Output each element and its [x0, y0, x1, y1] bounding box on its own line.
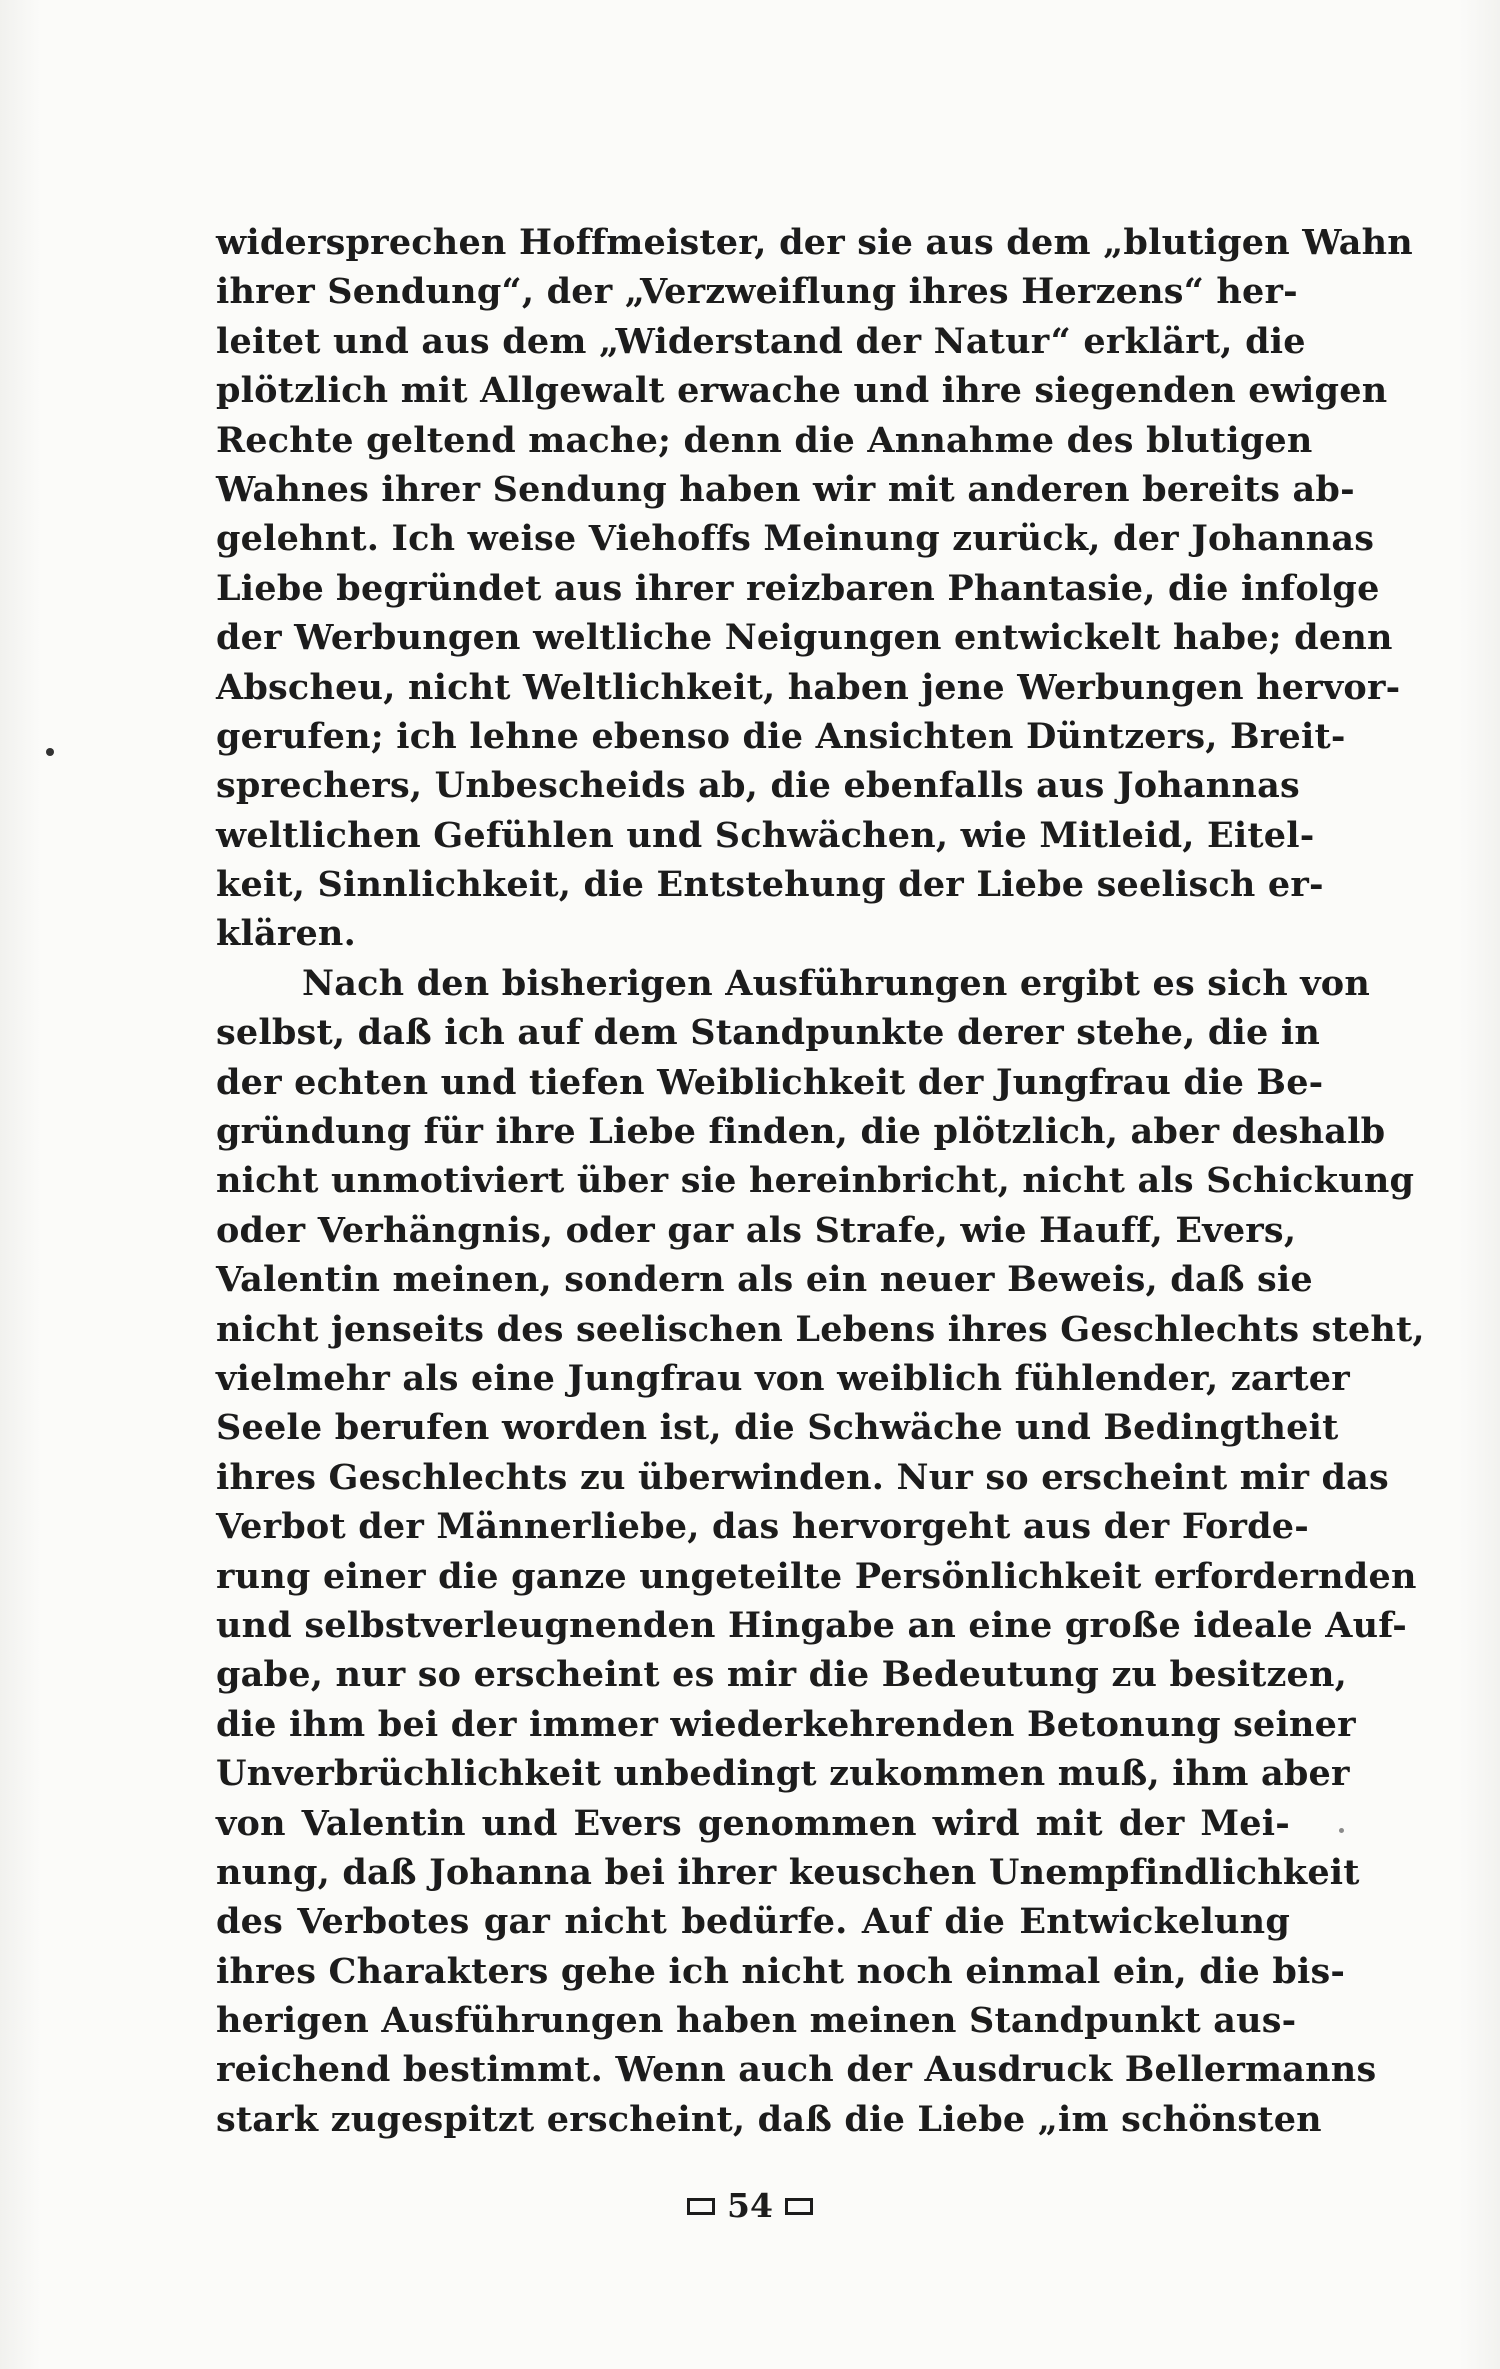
text-line: sprechers, Unbescheids ab, die ebenfalls aus Johannas [216, 765, 1300, 807]
text-line: Seele berufen worden ist, die Schwäche und Bedingtheit [216, 1407, 1339, 1449]
text-line: vielmehr als eine Jungfrau von weiblich fühlender, zarter [216, 1357, 1350, 1399]
text-line: klären. [216, 913, 356, 955]
margin-dot [46, 748, 54, 756]
text-line: nicht unmotiviert über sie hereinbricht, nicht als Schickung [216, 1160, 1415, 1202]
margin-speck [1339, 1828, 1344, 1833]
text-line: Wahnes ihrer Sendung haben wir mit anderen bereits ab- [216, 468, 1355, 510]
text-line: Liebe begründet aus ihrer reizbaren Phantasie, die infolge [216, 567, 1380, 609]
text-line: gerufen; ich lehne ebenso die Ansichten Düntzers, Breit- [216, 715, 1346, 757]
text-line: Abscheu, nicht Weltlichkeit, haben jene Werbungen hervor- [216, 666, 1401, 708]
text-line: gabe, nur so erscheint es mir die Bedeutung zu besitzen, [216, 1654, 1348, 1696]
body-text [216, 218, 1425, 2144]
text-line: ihrer Sendung“, der „Verzweiflung ihres Herzens“ her- [216, 271, 1298, 313]
text-line: rung einer die ganze ungeteilte Persönlichkeit erfordernden [216, 1555, 1417, 1597]
text-line: reichend bestimmt. Wenn auch der Ausdruck Bellermanns [216, 2049, 1377, 2091]
text-line: und selbstverleugnenden Hingabe an eine große ideale Auf- [216, 1604, 1407, 1646]
text-line: Rechte geltend mache; denn die Annahme des blutigen [216, 419, 1313, 461]
text-line: gelehnt. Ich weise Viehoffs Meinung zurück, der Johannas [216, 518, 1375, 560]
text-line: des Verbotes gar nicht bedürfe. Auf die Entwickelung [216, 1901, 1290, 1943]
text-line: widersprechen Hoffmeister, der sie aus dem „blutigen Wahn [216, 222, 1413, 263]
ornament-box-right-icon [785, 2198, 813, 2215]
text-line: keit, Sinnlichkeit, die Entstehung der Liebe seelisch er- [216, 864, 1324, 906]
text-line: gründung für ihre Liebe finden, die plötzlich, aber deshalb [216, 1111, 1386, 1153]
text-line: weltlichen Gefühlen und Schwächen, wie Mitleid, Eitel- [216, 814, 1315, 856]
text-line: ihres Geschlechts zu überwinden. Nur so erscheint mir das [216, 1456, 1389, 1498]
text-line: selbst, daß ich auf dem Standpunkte derer stehe, die in [216, 1012, 1321, 1054]
text-line: oder Verhängnis, oder gar als Strafe, wie Hauff, Evers, [216, 1209, 1297, 1251]
page-footer [0, 2184, 1500, 2228]
text-line: von Valentin und Evers genommen wird mit der Mei- [216, 1802, 1290, 1844]
paragraph-start-line: Nach den bisherigen Ausführungen ergibt es sich von [302, 962, 1370, 1004]
text-line: stark zugespitzt erscheint, daß die Liebe „im schönsten [216, 2098, 1322, 2140]
text-line: Unverbrüchlichkeit unbedingt zukommen muß, ihm aber [216, 1753, 1350, 1795]
text-line: Verbot der Männerliebe, das hervorgeht aus der Forde- [216, 1506, 1310, 1548]
text-line: nicht jenseits des seelischen Lebens ihres Geschlechts steht, [216, 1308, 1425, 1350]
text-line: herigen Ausführungen haben meinen Standpunkt aus- [216, 2000, 1297, 2042]
text-line: plötzlich mit Allgewalt erwache und ihre siegenden ewigen [216, 370, 1388, 412]
page-number: 54 [727, 2186, 773, 2225]
text-line: Valentin meinen, sondern als ein neuer Beweis, daß sie [216, 1259, 1313, 1301]
text-line: ihres Charakters gehe ich nicht noch einmal ein, die bis- [216, 1950, 1346, 1992]
text-line: der echten und tiefen Weiblichkeit der Jungfrau die Be- [216, 1061, 1324, 1103]
text-line: leitet und aus dem „Widerstand der Natur“ erklärt, die [216, 320, 1306, 362]
text-line: die ihm bei der immer wiederkehrenden Betonung seiner [216, 1703, 1356, 1745]
ornament-box-left-icon [687, 2198, 715, 2215]
text-line: der Werbungen weltliche Neigungen entwickelt habe; denn [216, 617, 1393, 659]
text-line: nung, daß Johanna bei ihrer keuschen Unempfindlichkeit [216, 1851, 1360, 1893]
